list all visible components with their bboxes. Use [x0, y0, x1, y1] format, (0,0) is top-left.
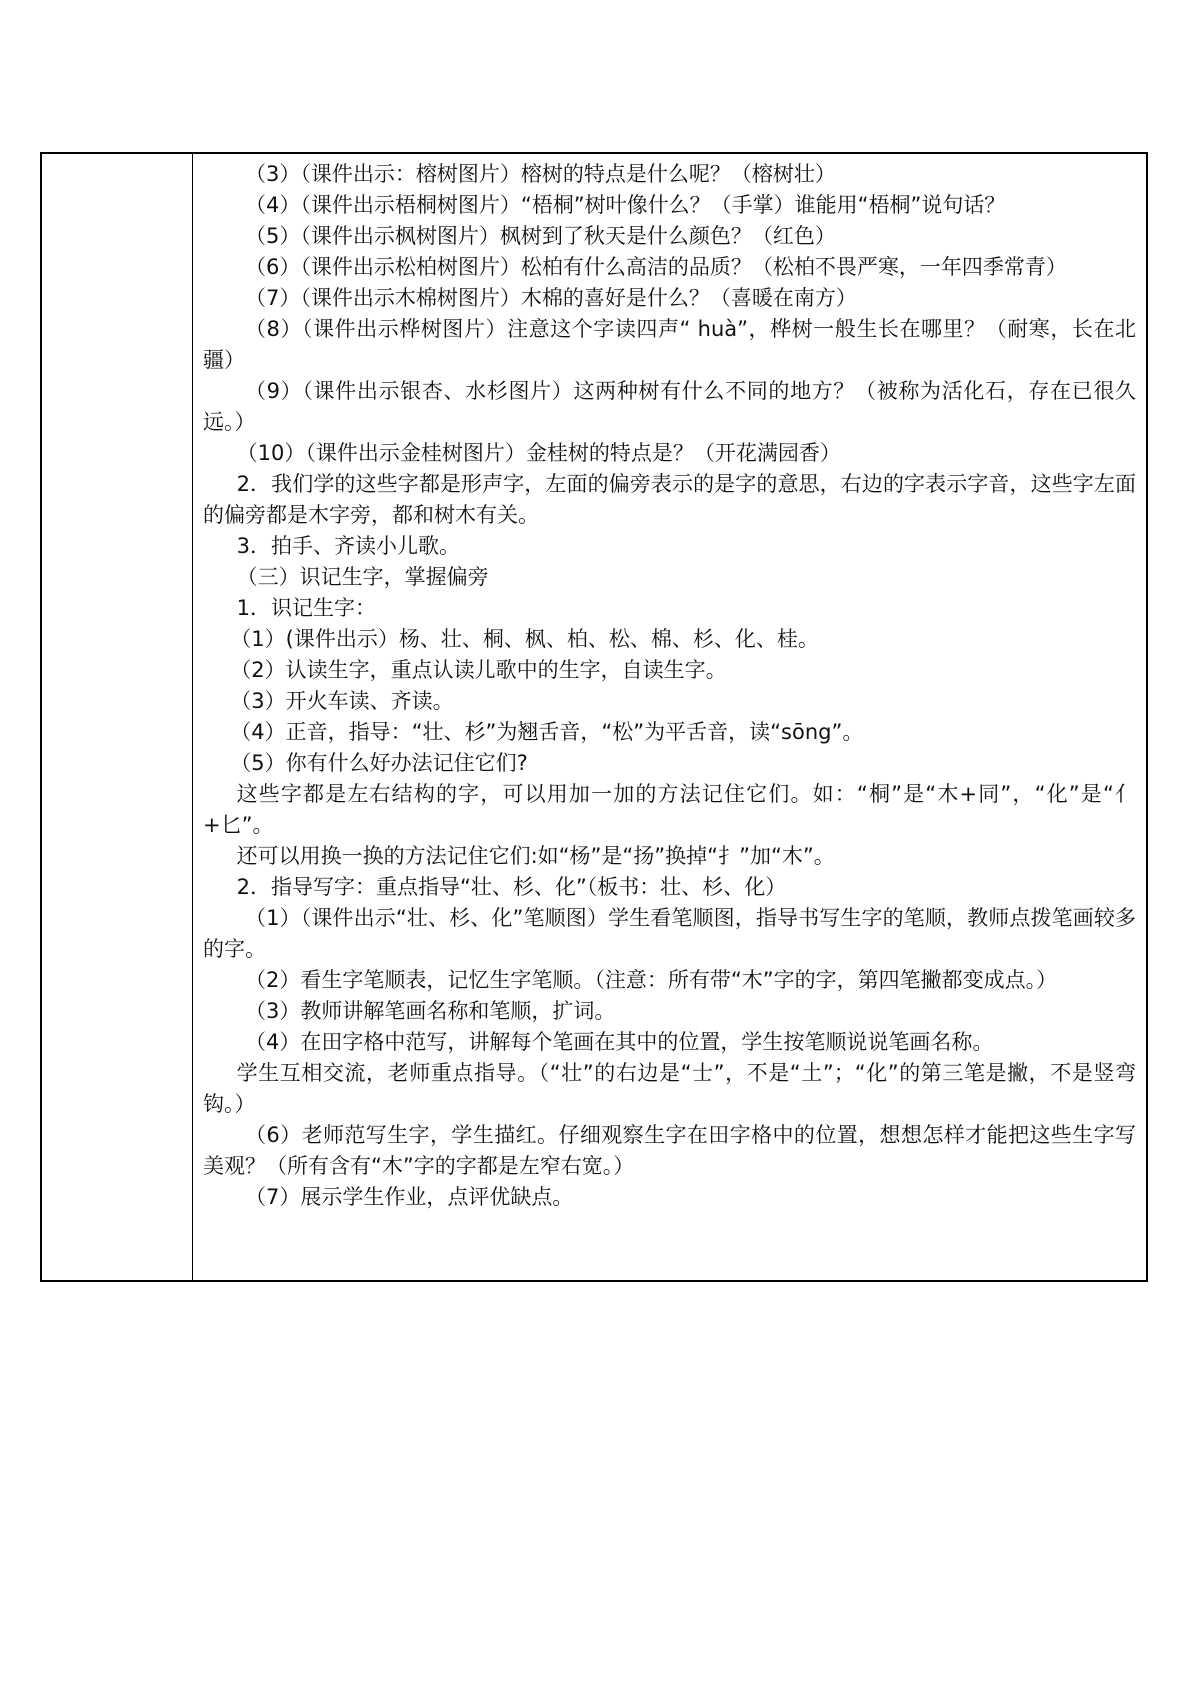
content-line: （2）认读生字，重点认读儿歌中的生字，自读生字。 — [230, 658, 727, 682]
content-line: （3）开火车读、齐读。 — [230, 689, 454, 713]
content-line: （9）（课件出示银杏、水杉图片）这两种树有什么不同的地方？（被称为活化石，存在已很久远。） — [203, 379, 1136, 434]
content-line: 2．我们学的这些字都是形声字，左面的偏旁表示的是字的意思，右边的字表示字音，这些字左面的偏旁都是木字旁，都和树木有关。 — [203, 472, 1136, 527]
content-line: （3）（课件出示：榕树图片）榕树的特点是什么呢？（榕树壮） — [245, 162, 836, 186]
content-line: 这些字都是左右结构的字，可以用加一加的方法记住它们。如：“桐”是“木+同”，“化”是“亻+匕”。 — [203, 782, 1136, 837]
content-line: （7）展示学生作业，点评优缺点。 — [245, 1185, 574, 1209]
content-line: 2．指导写字：重点指导“壮、杉、化”（板书：壮、杉、化） — [236, 875, 787, 899]
content-line: （1）（课件出示“壮、杉、化”笔顺图）学生看笔顺图，指导书写生字的笔顺，教师点拨笔画较多的字。 — [203, 906, 1136, 961]
table-left-cell — [42, 154, 193, 1280]
content-line: （5）（课件出示枫树图片）枫树到了秋天是什么颜色？（红色） — [245, 224, 836, 248]
content-line: （1）(课件出示）杨、壮、桐、枫、柏、松、棉、杉、化、桂。 — [230, 627, 819, 651]
content-line: （2）看生字笔顺表，记忆生字笔顺。（注意：所有带“木”字的字，第四笔撇都变成点。） — [245, 968, 1058, 992]
content-line: （3）教师讲解笔画名称和笔顺，扩词。 — [245, 999, 616, 1023]
content-line: 3．拍手、齐读小儿歌。 — [236, 534, 460, 558]
content-line: 1．识记生字： — [236, 596, 376, 620]
content-line: （6）老师范写生字，学生描红。仔细观察生字在田字格中的位置，想想怎样才能把这些生字写美观？（所有含有“木”字的字都是左窄右宽。） — [203, 1123, 1136, 1178]
content-line: （6）（课件出示松柏树图片）松柏有什么高洁的品质？（松柏不畏严寒，一年四季常青） — [245, 255, 1067, 279]
content-line: （4）正音，指导：“壮、杉”为翘舌音，“松”为平舌音，读“sōng”。 — [230, 720, 864, 744]
content-line: （8）（课件出示桦树图片）注意这个字读四声“ huà”，桦树一般生长在哪里？（耐寒，长在北疆） — [203, 317, 1136, 372]
content-line: （7）（课件出示木棉树图片）木棉的喜好是什么？（喜暖在南方） — [245, 286, 857, 310]
content-line: （三）识记生字，掌握偏旁 — [236, 565, 489, 589]
content-line: 学生互相交流，老师重点指导。（“壮”的右边是“士”，不是“土”；“化”的第三笔是撇，不是竖弯钩。） — [203, 1061, 1136, 1116]
content-line: （4）（课件出示梧桐树图片）“梧桐”树叶像什么？（手掌）谁能用“梧桐”说句话？ — [245, 193, 1006, 217]
table-content-cell — [193, 154, 1146, 1280]
lesson-plan-table — [40, 152, 1148, 1282]
content-line: （5）你有什么好办法记住它们? — [230, 751, 528, 775]
content-line: 还可以用换一换的方法记住它们:如“杨”是“扬”换掉“扌”加“木”。 — [236, 844, 835, 868]
content-line: （4）在田字格中范写，讲解每个笔画在其中的位置，学生按笔顺说说笔画名称。 — [245, 1030, 994, 1054]
content-line: （10）（课件出示金桂树图片）金桂树的特点是？（开花满园香） — [236, 441, 841, 465]
